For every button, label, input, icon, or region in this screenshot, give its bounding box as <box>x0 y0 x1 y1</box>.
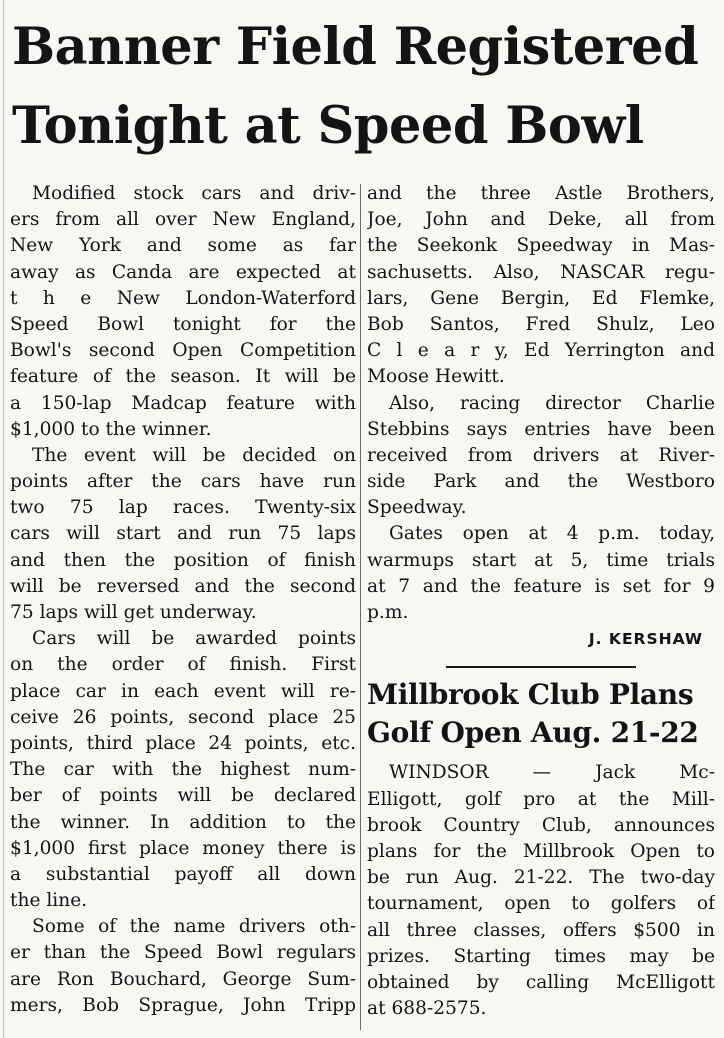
text-line: on the order of finish. First <box>10 654 356 676</box>
golf-headline-line-1: Millbrook Club Plans <box>367 678 694 712</box>
text-line: and then the position of finish <box>10 549 356 571</box>
golf-article-body <box>367 760 715 1022</box>
text-line: Bob Santos, Fred Shulz, Leo <box>367 313 715 335</box>
text-line: 75 laps will get underway. <box>10 602 257 623</box>
text-line: a substantial payoff all down <box>10 863 356 885</box>
text-line: feature of the season. It will be <box>10 366 356 388</box>
text-line: Elligott, golf pro at the Mill- <box>367 788 715 810</box>
text-line: two 75 lap races. Twenty-six <box>10 497 356 519</box>
text-line: The event will be decided on <box>32 444 356 466</box>
text-line: will be reversed and the second <box>10 575 356 597</box>
text-line: and the three Astle Brothers, <box>367 183 715 204</box>
text-line: Gates open at 4 p.m. today, <box>389 523 715 545</box>
text-line: the line. <box>10 890 88 912</box>
text-line: Moose Hewitt. <box>367 366 505 388</box>
text-line: Modified stock cars and driv- <box>32 183 356 204</box>
text-line: at 688-2575. <box>367 998 487 1020</box>
text-line: WINDSOR — Jack Mc- <box>389 762 715 784</box>
text-line: be run Aug. 21-22. The two-day <box>367 867 715 889</box>
text-line: C l e a r y, Ed Yerrington and <box>367 340 715 362</box>
text-line: plans for the Millbrook Open to <box>367 840 715 862</box>
text-line: a 150-lap Madcap feature with <box>10 392 356 414</box>
text-line: mers, Bob Sprague, John Tripp <box>10 994 356 1016</box>
text-line: p.m. <box>367 602 409 623</box>
text-line: The car with the highest num- <box>10 759 356 781</box>
text-line: are Ron Bouchard, George Sum- <box>10 968 356 990</box>
text-line: cars will start and run 75 laps <box>10 523 356 545</box>
text-line: t h e New London-Waterford <box>10 287 356 309</box>
text-line: ceive 26 points, second place 25 <box>10 706 356 728</box>
text-line: the Seekonk Speedway in Mas- <box>367 235 715 257</box>
text-line: all three classes, offers $500 in <box>367 919 715 941</box>
page-border <box>3 0 4 1038</box>
text-line: tournament, open to golfers of <box>367 893 715 915</box>
text-line: at 7 and the feature is set for 9 <box>367 575 715 597</box>
text-line: $1,000 first place money there is <box>10 837 356 859</box>
text-line: Bowl's second Open Competition <box>10 340 356 362</box>
article-column-right <box>367 181 715 1022</box>
headline-line-2: Tonight at Speed Bowl <box>12 96 644 156</box>
text-line: warmups start at 5, time trials <box>367 549 715 571</box>
text-line: sachusetts. Also, NASCAR regu- <box>367 261 715 283</box>
text-line: received from drivers at River- <box>367 444 715 466</box>
text-line: Some of the name drivers oth- <box>32 916 356 938</box>
text-line: ers from all over New England, <box>10 209 356 231</box>
text-line: side Park and the Westboro <box>367 471 715 493</box>
text-line: ber of points will be declared <box>10 785 356 807</box>
article-column-left <box>10 181 356 1019</box>
text-line: Speed Bowl tonight for the <box>10 313 356 335</box>
text-line: Joe, John and Deke, all from <box>367 209 715 231</box>
byline: J. KERSHAW <box>588 630 703 649</box>
headline-line-1: Banner Field Registered <box>12 17 699 77</box>
text-line: brook Country Club, announces <box>367 814 715 836</box>
text-line: New York and some as far <box>10 235 356 257</box>
golf-headline-line-2: Golf Open Aug. 21-22 <box>367 716 699 750</box>
text-line: Stebbins says entries have been <box>367 418 715 440</box>
text-line: Speedway. <box>367 497 467 519</box>
text-line: obtained by calling McElligott <box>367 971 715 993</box>
article-continuation <box>367 181 715 626</box>
text-line: er than the Speed Bowl regulars <box>10 942 356 964</box>
text-line: Cars will be awarded points <box>32 628 356 650</box>
column-rule <box>360 184 361 1030</box>
section-divider <box>446 666 636 668</box>
text-line: lars, Gene Bergin, Ed Flemke, <box>367 287 715 309</box>
text-line: the winner. In addition to the <box>10 811 356 833</box>
text-line: place car in each event will re- <box>10 680 356 702</box>
text-line: prizes. Starting times may be <box>367 945 715 967</box>
text-line: $1,000 to the winner. <box>10 418 212 440</box>
text-line: Also, racing director Charlie <box>389 392 715 414</box>
text-line: away as Canda are expected at <box>10 261 356 283</box>
text-line: points after the cars have run <box>10 471 356 493</box>
text-line: points, third place 24 points, etc. <box>10 732 356 754</box>
